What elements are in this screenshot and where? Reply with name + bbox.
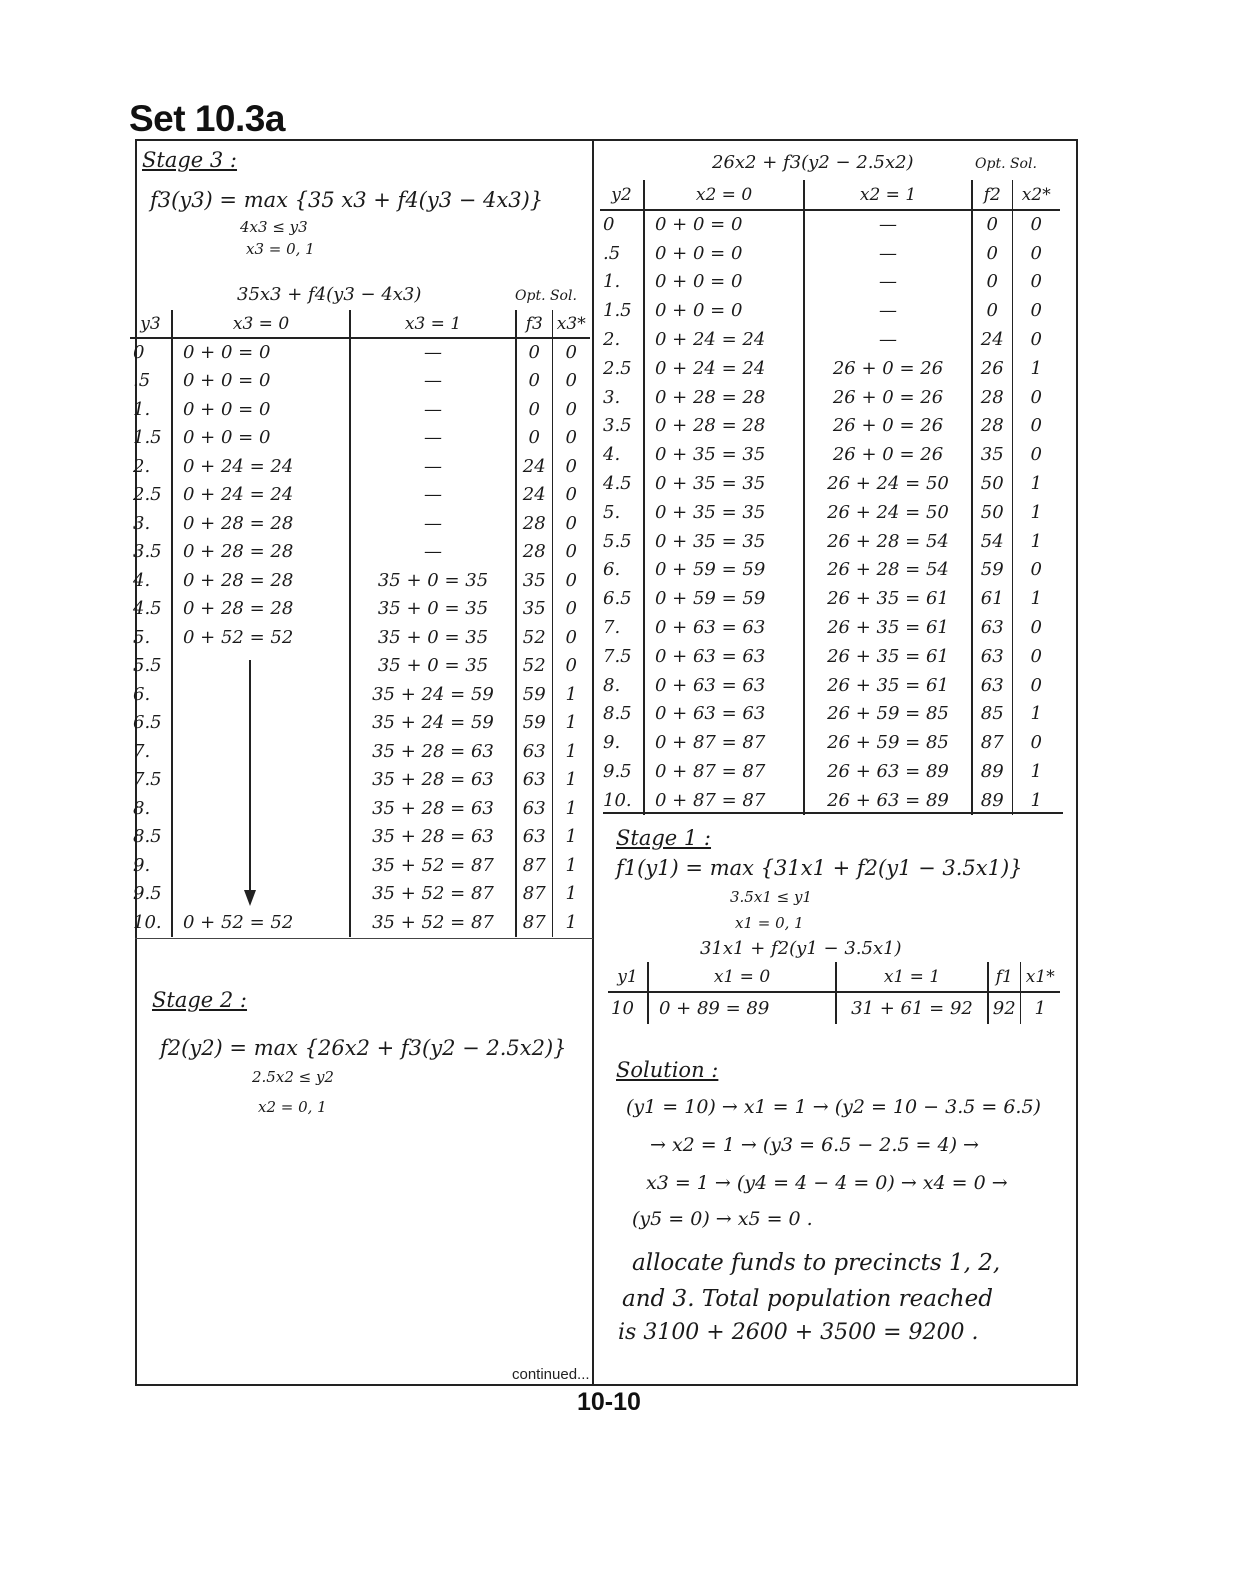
- table-row: [130, 595, 590, 624]
- row-x0-value: 0 + 52 = 52: [172, 908, 350, 937]
- row-f-value: 63: [972, 642, 1012, 671]
- row-x0-value: 0 + 35 = 35: [644, 498, 804, 527]
- row-y: 3.: [600, 383, 644, 412]
- row-f-value: 63: [516, 794, 552, 823]
- row-x1-value: —: [350, 538, 516, 567]
- row-x0-value: 0 + 24 = 24: [172, 481, 350, 510]
- row-x0-value: 0 + 35 = 35: [644, 527, 804, 556]
- row-x1-value: 35 + 24 = 59: [350, 709, 516, 738]
- row-x0-value: 0 + 0 = 0: [172, 395, 350, 424]
- solution-line: x3 = 1 → (y4 = 4 − 4 = 0) → x4 = 0 →: [646, 1172, 1008, 1194]
- row-x-star: 0: [1030, 386, 1042, 408]
- table-row: [600, 498, 1060, 527]
- table-row: [130, 395, 590, 424]
- header-x3-1: x3 = 1: [350, 310, 516, 338]
- table-row: [130, 680, 590, 709]
- row-x-star: 0: [1030, 415, 1042, 437]
- row-y: 0: [600, 210, 644, 239]
- row-f-value: 59: [516, 680, 552, 709]
- row-y: 9.: [600, 728, 644, 757]
- row-f-value: 63: [972, 613, 1012, 642]
- row-y: 6.5: [130, 709, 172, 738]
- row-x1-value: —: [350, 424, 516, 453]
- stage2-heading: Stage 2 :: [152, 988, 248, 1012]
- row-f-value: 89: [972, 757, 1012, 786]
- row-y: 1.: [600, 268, 644, 297]
- header-f3: f3: [516, 310, 552, 338]
- row-x1-value: 35 + 52 = 87: [350, 880, 516, 909]
- row-y: 1.5: [600, 296, 644, 325]
- row-x1-value: 35 + 28 = 63: [350, 737, 516, 766]
- row-x0-value: 0 + 28 = 28: [172, 595, 350, 624]
- row-x-star: 1: [565, 911, 577, 933]
- row-x-star: 1: [1030, 761, 1042, 783]
- row-f-value: 35: [516, 595, 552, 624]
- row-y: 4.: [600, 440, 644, 469]
- row-x0-value: 0 + 52 = 52: [172, 623, 350, 652]
- stage2-formula: f2(y2) = max {26x2 + f3(y2 − 2.5x2)}: [160, 1036, 567, 1060]
- row-y: 10.: [600, 786, 644, 815]
- row-f-value: 0: [516, 367, 552, 396]
- row-x-star: 0: [565, 484, 577, 506]
- table-row: [600, 383, 1060, 412]
- row-x-star: 1: [1030, 530, 1042, 552]
- row-x0-value: 0 + 87 = 87: [644, 786, 804, 815]
- conclusion-line: and 3. Total population reached: [622, 1286, 993, 1312]
- row-x0-value: 0 + 0 = 0: [644, 239, 804, 268]
- row-y: 0: [130, 338, 172, 367]
- solution-line: (y1 = 10) → x1 = 1 → (y2 = 10 − 3.5 = 6.5): [626, 1096, 1041, 1118]
- row-x1-value: 26 + 59 = 85: [804, 728, 972, 757]
- row-f-value: 87: [972, 728, 1012, 757]
- row-x0-value: 0 + 35 = 35: [644, 469, 804, 498]
- row-x0-value: 0 + 28 = 28: [644, 412, 804, 441]
- stage1-table: [608, 962, 1060, 1024]
- row-f-value: 61: [972, 584, 1012, 613]
- row-x0-value: 0 + 0 = 0: [644, 268, 804, 297]
- table-row: [600, 786, 1060, 815]
- row-x-star: 0: [1030, 617, 1042, 639]
- row-f-value: 59: [516, 709, 552, 738]
- row-x1-value: —: [804, 239, 972, 268]
- row-y: 3.: [130, 509, 172, 538]
- row-x1-value: —: [804, 325, 972, 354]
- stage3-heading: Stage 3 :: [142, 148, 238, 172]
- row-x-star: 0: [565, 626, 577, 648]
- row-x1-value: —: [350, 481, 516, 510]
- row-x1-value: —: [804, 210, 972, 239]
- table-row: [130, 794, 590, 823]
- row-x1-value: 35 + 28 = 63: [350, 794, 516, 823]
- row-y: 4.: [130, 566, 172, 595]
- row-f-value: 0: [972, 239, 1012, 268]
- row-x1-value: —: [804, 296, 972, 325]
- table-row: [130, 737, 590, 766]
- header-x1-star: x1*: [1020, 962, 1060, 992]
- row-f-value: 63: [516, 823, 552, 852]
- row-x-star: 0: [565, 398, 577, 420]
- row-x0-value: 0 + 28 = 28: [172, 538, 350, 567]
- row-y: 1.: [130, 395, 172, 424]
- row-f-value: 63: [516, 766, 552, 795]
- row-f-value: 89: [972, 786, 1012, 815]
- stage2-table-title: 26x2 + f3(y2 − 2.5x2): [712, 152, 914, 173]
- table-row: [130, 851, 590, 880]
- header-y1: y1: [608, 962, 648, 992]
- row-y: 4.5: [600, 469, 644, 498]
- solution-line: (y5 = 0) → x5 = 0 .: [632, 1208, 813, 1230]
- table-row: [600, 613, 1060, 642]
- row-x-star: 0: [565, 541, 577, 563]
- table-row: [130, 766, 590, 795]
- stage1-formula: f1(y1) = max {31x1 + f2(y1 − 3.5x1)}: [616, 856, 1023, 880]
- row-x0-value: 0 + 63 = 63: [644, 700, 804, 729]
- row-x0-value: 0 + 28 = 28: [172, 509, 350, 538]
- row-x0-value: 0 + 89 = 89: [648, 992, 836, 1024]
- row-f-value: 87: [516, 851, 552, 880]
- page-number: 10-10: [577, 1388, 641, 1416]
- row-x0-value: 0 + 24 = 24: [644, 325, 804, 354]
- row-x1-value: 35 + 28 = 63: [350, 766, 516, 795]
- table-row: [600, 325, 1060, 354]
- row-x-star: 1: [1030, 588, 1042, 610]
- row-x-star: 1: [565, 769, 577, 791]
- row-x1-value: —: [350, 395, 516, 424]
- row-y: 2.5: [130, 481, 172, 510]
- row-y: 1.5: [130, 424, 172, 453]
- row-f-value: 26: [972, 354, 1012, 383]
- table-row: [600, 354, 1060, 383]
- row-x0-value: 0 + 0 = 0: [644, 210, 804, 239]
- row-x-star: 0: [1030, 732, 1042, 754]
- table-row: [130, 823, 590, 852]
- table-row: [600, 728, 1060, 757]
- row-x0-value: 0 + 24 = 24: [172, 452, 350, 481]
- row-x-star: 1: [1030, 703, 1042, 725]
- table-row: [130, 481, 590, 510]
- row-x0-value: 0 + 63 = 63: [644, 642, 804, 671]
- row-x1-value: —: [350, 338, 516, 367]
- row-x1-value: 35 + 52 = 87: [350, 851, 516, 880]
- row-x1-value: 26 + 0 = 26: [804, 412, 972, 441]
- row-x0-value: 0 + 24 = 24: [644, 354, 804, 383]
- row-x1-value: 26 + 35 = 61: [804, 584, 972, 613]
- row-y: 8.5: [130, 823, 172, 852]
- row-f-value: 0: [972, 296, 1012, 325]
- row-x-star: 0: [1030, 271, 1042, 293]
- row-x0-value: 0 + 87 = 87: [644, 728, 804, 757]
- stage2-table: [600, 180, 1060, 815]
- header-x1-0: x1 = 0: [648, 962, 836, 992]
- row-f-value: 0: [972, 268, 1012, 297]
- row-x-star: 0: [1030, 329, 1042, 351]
- row-y: 8.5: [600, 700, 644, 729]
- row-x-star: 0: [1030, 300, 1042, 322]
- row-f-value: 87: [516, 908, 552, 937]
- table-row: [600, 239, 1060, 268]
- header-x1-1: x1 = 1: [836, 962, 988, 992]
- row-x1-value: 26 + 28 = 54: [804, 556, 972, 585]
- row-x1-value: 26 + 0 = 26: [804, 354, 972, 383]
- row-y: 5.5: [600, 527, 644, 556]
- row-x-star: 0: [1030, 444, 1042, 466]
- stage3-opt-label: Opt. Sol.: [515, 288, 577, 304]
- header-f1: f1: [988, 962, 1020, 992]
- row-y: 7.5: [130, 766, 172, 795]
- conclusion-line: allocate funds to precincts 1, 2,: [632, 1250, 1001, 1276]
- row-y: 10.: [130, 908, 172, 937]
- row-x-star: 1: [565, 683, 577, 705]
- conclusion-line: is 3100 + 2600 + 3500 = 9200 .: [618, 1320, 979, 1345]
- table-row: [130, 367, 590, 396]
- row-f-value: 24: [516, 481, 552, 510]
- row-f-value: 52: [516, 623, 552, 652]
- header-x3-star: x3*: [552, 310, 590, 338]
- row-x0-value: 0 + 28 = 28: [172, 566, 350, 595]
- row-x1-value: 31 + 61 = 92: [836, 992, 988, 1024]
- header-f2: f2: [972, 180, 1012, 210]
- row-f-value: 0: [516, 338, 552, 367]
- table-row: [600, 469, 1060, 498]
- row-x0-value: 0 + 87 = 87: [644, 757, 804, 786]
- row-x-star: 0: [565, 370, 577, 392]
- row-f-value: 24: [516, 452, 552, 481]
- row-x1-value: 26 + 24 = 50: [804, 498, 972, 527]
- table-row: [130, 908, 590, 937]
- row-y: 6.: [600, 556, 644, 585]
- stage3-table-title: 35x3 + f4(y3 − 4x3): [237, 284, 422, 305]
- table-row: [130, 509, 590, 538]
- row-f-value: 87: [516, 880, 552, 909]
- stage1-table-title: 31x1 + f2(y1 − 3.5x1): [700, 938, 902, 959]
- table-row: [600, 210, 1060, 239]
- row-x1-value: 26 + 24 = 50: [804, 469, 972, 498]
- row-x1-value: 35 + 24 = 59: [350, 680, 516, 709]
- table-row: [130, 452, 590, 481]
- row-f-value: 28: [972, 383, 1012, 412]
- table-row: [130, 566, 590, 595]
- stage3-formula: f3(y3) = max {35 x3 + f4(y3 − 4x3)}: [150, 188, 544, 212]
- table-row: [130, 880, 590, 909]
- row-x0-value: 0 + 28 = 28: [644, 383, 804, 412]
- stage3-table: [130, 310, 590, 937]
- column-divider: [592, 139, 594, 1386]
- table-row: [600, 671, 1060, 700]
- row-x1-value: 35 + 28 = 63: [350, 823, 516, 852]
- row-x1-value: —: [350, 452, 516, 481]
- row-f-value: 50: [972, 498, 1012, 527]
- row-x1-value: 35 + 0 = 35: [350, 623, 516, 652]
- row-y: 9.5: [130, 880, 172, 909]
- table-row: [600, 584, 1060, 613]
- row-x1-value: —: [804, 268, 972, 297]
- row-y: 3.5: [600, 412, 644, 441]
- solution-line: → x2 = 1 → (y3 = 6.5 − 2.5 = 4) →: [650, 1134, 979, 1156]
- table-row: [130, 623, 590, 652]
- row-x0-value: 0 + 59 = 59: [644, 556, 804, 585]
- row-x-star: 0: [565, 512, 577, 534]
- stage2-opt-label: Opt. Sol.: [975, 156, 1037, 172]
- row-x0-value: 0 + 0 = 0: [172, 367, 350, 396]
- header-x2-0: x2 = 0: [644, 180, 804, 210]
- solution-heading: Solution :: [616, 1058, 719, 1082]
- row-y: 2.: [130, 452, 172, 481]
- row-f-value: 35: [516, 566, 552, 595]
- row-y: .5: [600, 239, 644, 268]
- row-x1-value: 26 + 28 = 54: [804, 527, 972, 556]
- header-x2-1: x2 = 1: [804, 180, 972, 210]
- row-x-star: 1: [1030, 789, 1042, 811]
- row-y: 3.5: [130, 538, 172, 567]
- stage1-constraint: 3.5x1 ≤ y1: [730, 888, 812, 906]
- table-row: [600, 700, 1060, 729]
- row-x1-value: 26 + 63 = 89: [804, 757, 972, 786]
- row-f-value: 54: [972, 527, 1012, 556]
- row-y: 2.: [600, 325, 644, 354]
- row-x-star: 0: [565, 455, 577, 477]
- row-f-value: 28: [516, 509, 552, 538]
- continued-label: continued...: [512, 1366, 590, 1383]
- stage1-heading: Stage 1 :: [616, 826, 712, 850]
- table-row: [130, 424, 590, 453]
- table-row: [600, 268, 1060, 297]
- row-f-value: 24: [972, 325, 1012, 354]
- row-x-star: 0: [1030, 214, 1042, 236]
- row-x-star: 0: [1030, 645, 1042, 667]
- row-x0-value: 0 + 59 = 59: [644, 584, 804, 613]
- row-f-value: 63: [516, 737, 552, 766]
- row-x-star: 1: [1030, 473, 1042, 495]
- row-y: 5.: [130, 623, 172, 652]
- row-x1-value: —: [350, 509, 516, 538]
- row-y: 7.5: [600, 642, 644, 671]
- row-x-star: 1: [565, 883, 577, 905]
- row-x-star: 1: [565, 826, 577, 848]
- row-y: .5: [130, 367, 172, 396]
- row-x1-value: 35 + 0 = 35: [350, 595, 516, 624]
- row-x1-value: 26 + 0 = 26: [804, 440, 972, 469]
- row-y: 7.: [600, 613, 644, 642]
- row-y: 2.5: [600, 354, 644, 383]
- row-x-star: 0: [565, 655, 577, 677]
- row-y: 7.: [130, 737, 172, 766]
- table-row: [130, 652, 590, 681]
- stage2-domain: x2 = 0, 1: [258, 1098, 327, 1116]
- row-f-value: 92: [988, 992, 1020, 1024]
- row-y: 10: [608, 992, 648, 1024]
- table-row: [130, 538, 590, 567]
- row-f-value: 0: [516, 424, 552, 453]
- header-x3-0: x3 = 0: [172, 310, 350, 338]
- row-x-star: 0: [1030, 559, 1042, 581]
- row-x1-value: 35 + 0 = 35: [350, 566, 516, 595]
- row-f-value: 52: [516, 652, 552, 681]
- table-row: [600, 642, 1060, 671]
- row-f-value: 35: [972, 440, 1012, 469]
- row-x1-value: 26 + 35 = 61: [804, 613, 972, 642]
- row-x-star: 0: [1030, 674, 1042, 696]
- row-x0-value: 0 + 63 = 63: [644, 613, 804, 642]
- row-x-star: 0: [565, 342, 577, 364]
- row-x1-value: 26 + 0 = 26: [804, 383, 972, 412]
- row-x1-value: 26 + 63 = 89: [804, 786, 972, 815]
- row-y: 5.5: [130, 652, 172, 681]
- row-x1-value: 35 + 52 = 87: [350, 908, 516, 937]
- table-row: [600, 296, 1060, 325]
- row-x1-value: 26 + 35 = 61: [804, 642, 972, 671]
- row-x-star: 0: [565, 569, 577, 591]
- row-x-star: 1: [565, 712, 577, 734]
- row-x-star: 0: [565, 598, 577, 620]
- row-x-star: 0: [1030, 242, 1042, 264]
- row-x0-value: 0 + 35 = 35: [644, 440, 804, 469]
- row-f-value: 0: [516, 395, 552, 424]
- header-x2-star: x2*: [1012, 180, 1060, 210]
- row-f-value: 85: [972, 700, 1012, 729]
- table-row: [608, 992, 1060, 1024]
- row-f-value: 59: [972, 556, 1012, 585]
- row-y: 9.5: [600, 757, 644, 786]
- row-x0-value: 0 + 63 = 63: [644, 671, 804, 700]
- stage2-constraint: 2.5x2 ≤ y2: [252, 1068, 334, 1086]
- row-x-star: 1: [1030, 501, 1042, 523]
- row-y: 5.: [600, 498, 644, 527]
- row-x1-value: —: [350, 367, 516, 396]
- stage3-domain: x3 = 0, 1: [246, 240, 315, 258]
- header-y3: y3: [130, 310, 172, 338]
- row-x-star: 1: [1034, 998, 1046, 1019]
- row-f-value: 28: [972, 412, 1012, 441]
- row-y: 4.5: [130, 595, 172, 624]
- row-y: 8.: [130, 794, 172, 823]
- table-row: [600, 556, 1060, 585]
- row-y: 6.: [130, 680, 172, 709]
- row-f-value: 50: [972, 469, 1012, 498]
- row-f-value: 63: [972, 671, 1012, 700]
- table-row: [600, 412, 1060, 441]
- row-y: 6.5: [600, 584, 644, 613]
- stage3-constraint: 4x3 ≤ y3: [240, 218, 308, 236]
- left-section-divider: [135, 938, 593, 939]
- row-x-star: 1: [565, 740, 577, 762]
- row-y: 8.: [600, 671, 644, 700]
- row-f-value: 28: [516, 538, 552, 567]
- header-y2: y2: [600, 180, 644, 210]
- row-x1-value: 35 + 0 = 35: [350, 652, 516, 681]
- row-x-star: 0: [565, 427, 577, 449]
- row-x-star: 1: [565, 797, 577, 819]
- row-x-star: 1: [1030, 357, 1042, 379]
- row-x1-value: 26 + 35 = 61: [804, 671, 972, 700]
- table-row: [130, 338, 590, 367]
- row-x-star: 1: [565, 854, 577, 876]
- table-row: [600, 440, 1060, 469]
- page-title: Set 10.3a: [129, 98, 285, 139]
- continuation-arrow: [240, 660, 270, 910]
- row-x0-value: 0 + 0 = 0: [644, 296, 804, 325]
- table-row: [130, 709, 590, 738]
- row-x0-value: 0 + 0 = 0: [172, 424, 350, 453]
- stage1-domain: x1 = 0, 1: [735, 914, 804, 932]
- row-x1-value: 26 + 59 = 85: [804, 700, 972, 729]
- row-f-value: 0: [972, 210, 1012, 239]
- row-x0-value: 0 + 0 = 0: [172, 338, 350, 367]
- table-row: [600, 527, 1060, 556]
- table-row: [600, 757, 1060, 786]
- row-y: 9.: [130, 851, 172, 880]
